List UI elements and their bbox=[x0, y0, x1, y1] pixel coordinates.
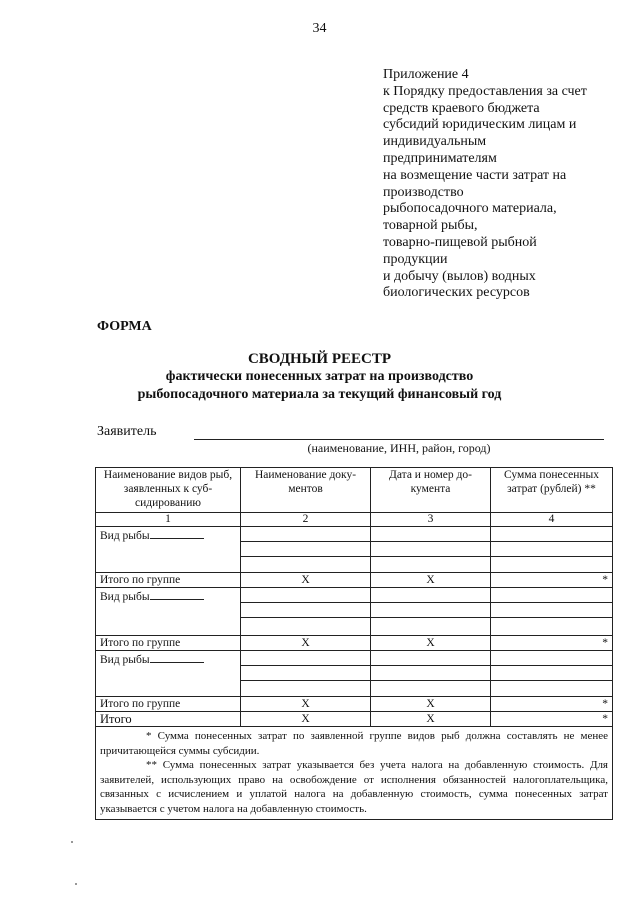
appendix-line: индивидуальным bbox=[383, 134, 487, 150]
appendix-line: товарной рыбы, bbox=[383, 218, 478, 234]
column-number: 1 bbox=[96, 513, 241, 527]
registry-table bbox=[95, 467, 613, 820]
table-cell[interactable] bbox=[241, 603, 371, 618]
fish-kind-cell[interactable] bbox=[96, 651, 241, 697]
appendix-line: средств краевого бюджета bbox=[383, 100, 540, 116]
table-cell[interactable] bbox=[371, 603, 491, 618]
table-cell[interactable] bbox=[241, 666, 371, 681]
group-total-row bbox=[96, 697, 613, 712]
fish-kind-label: Вид рыбы bbox=[100, 591, 150, 603]
applicant-label: Заявитель bbox=[97, 424, 157, 439]
applicant-hint: (наименование, ИНН, район, город) bbox=[307, 441, 491, 455]
x-mark: X bbox=[371, 636, 491, 651]
appendix-line: продукции bbox=[383, 251, 448, 267]
table-cell[interactable] bbox=[371, 527, 491, 542]
fish-kind-blank bbox=[150, 651, 204, 663]
appendix-line: на возмещение части затрат на bbox=[383, 167, 567, 183]
group-total-label: Итого по группе bbox=[96, 697, 241, 712]
footnote-1: * Сумма понесенных затрат по заявленной группе видов рыб должна составлять не менее причитающейся суммы субсидии. bbox=[100, 730, 608, 757]
grand-total-label: Итого bbox=[96, 712, 241, 727]
table-cell[interactable] bbox=[241, 557, 371, 573]
notes-row bbox=[96, 727, 613, 820]
table-cell[interactable] bbox=[491, 651, 613, 666]
appendix-line: биологических ресурсов bbox=[383, 285, 530, 301]
x-mark: X bbox=[241, 697, 371, 712]
document-title: СВОДНЫЙ РЕЕСТР bbox=[247, 351, 392, 367]
form-label: ФОРМА bbox=[97, 319, 152, 334]
table-cell[interactable] bbox=[491, 618, 613, 636]
group-total-row bbox=[96, 573, 613, 588]
x-mark: X bbox=[241, 712, 371, 727]
x-mark: X bbox=[371, 697, 491, 712]
table-cell[interactable] bbox=[241, 588, 371, 603]
table-cell[interactable] bbox=[241, 681, 371, 697]
group-total-label: Итого по группе bbox=[96, 636, 241, 651]
table-row bbox=[96, 588, 613, 603]
table-cell[interactable] bbox=[371, 666, 491, 681]
header-documents: Наименование доку-ментов bbox=[241, 468, 371, 513]
appendix-line: рыбопосадочного материала, bbox=[383, 201, 557, 217]
fish-kind-label: Вид рыбы bbox=[100, 654, 150, 666]
star-mark: * bbox=[491, 636, 613, 651]
document-subtitle-line-1: фактически понесенных затрат на производство bbox=[165, 369, 474, 384]
group-total-row bbox=[96, 636, 613, 651]
header-costs-sum: Сумма понесенных затрат (рублей) ** bbox=[491, 468, 613, 513]
fish-kind-blank bbox=[150, 588, 204, 600]
table-cell[interactable] bbox=[371, 618, 491, 636]
appendix-line: производство bbox=[383, 184, 464, 200]
page-number: 34 bbox=[312, 21, 327, 36]
fish-kind-cell[interactable] bbox=[96, 588, 241, 636]
table-header-row bbox=[96, 468, 613, 513]
table-cell[interactable] bbox=[241, 542, 371, 557]
fish-kind-cell[interactable] bbox=[96, 527, 241, 573]
fish-kind-blank bbox=[150, 527, 204, 539]
fish-kind-label: Вид рыбы bbox=[100, 530, 150, 542]
table-row bbox=[96, 527, 613, 542]
table-cell[interactable] bbox=[491, 603, 613, 618]
appendix-line: предпринимателям bbox=[383, 150, 497, 166]
table-cell[interactable] bbox=[491, 557, 613, 573]
table-cell[interactable] bbox=[241, 527, 371, 542]
appendix-block bbox=[383, 67, 633, 302]
x-mark: X bbox=[241, 573, 371, 588]
group-total-label: Итого по группе bbox=[96, 573, 241, 588]
notes-cell bbox=[96, 727, 613, 820]
table-cell[interactable] bbox=[491, 542, 613, 557]
table-cell[interactable] bbox=[371, 557, 491, 573]
document-subtitle-line-2: рыбопосадочного материала за текущий финансовый год bbox=[137, 387, 502, 402]
table-cell[interactable] bbox=[491, 681, 613, 697]
table-cell[interactable] bbox=[371, 651, 491, 666]
appendix-line: и добычу (вылов) водных bbox=[383, 268, 536, 284]
column-number: 3 bbox=[371, 513, 491, 527]
scan-speck bbox=[71, 841, 73, 843]
grand-total-row bbox=[96, 712, 613, 727]
scan-speck bbox=[75, 883, 77, 885]
x-mark: X bbox=[371, 573, 491, 588]
appendix-line: Приложение 4 bbox=[383, 67, 469, 82]
x-mark: X bbox=[241, 636, 371, 651]
column-number: 4 bbox=[491, 513, 613, 527]
star-mark: * bbox=[491, 697, 613, 712]
appendix-line: к Порядку предоставления за счет bbox=[383, 83, 587, 99]
footnote-2: ** Сумма понесенных затрат указывается без учета налога на добавленную стоимость. Для заявителей, использующих право на освобождение от исполнения обязанностей налогоплательщика, связанных с исчислением и уплатой налога на добавленную стоимость, сумма понесенных затрат указывается с учетом налога на добавленную стоимость. bbox=[100, 759, 608, 815]
table-cell[interactable] bbox=[241, 618, 371, 636]
header-fish-kinds: Наименование видов рыб, заявленных к суб-сидированию bbox=[96, 468, 241, 513]
table-cell[interactable] bbox=[491, 588, 613, 603]
table-cell[interactable] bbox=[371, 542, 491, 557]
column-number: 2 bbox=[241, 513, 371, 527]
table-cell[interactable] bbox=[371, 588, 491, 603]
column-numbers-row bbox=[96, 513, 613, 527]
table-row bbox=[96, 651, 613, 666]
applicant-input-line[interactable] bbox=[194, 439, 604, 440]
star-mark: * bbox=[491, 712, 613, 727]
star-mark: * bbox=[491, 573, 613, 588]
appendix-line: товарно-пищевой рыбной bbox=[383, 234, 537, 250]
table-cell[interactable] bbox=[241, 651, 371, 666]
table-cell[interactable] bbox=[491, 666, 613, 681]
table-cell[interactable] bbox=[371, 681, 491, 697]
x-mark: X bbox=[371, 712, 491, 727]
table-cell[interactable] bbox=[491, 527, 613, 542]
appendix-line: субсидий юридическим лицам и bbox=[383, 117, 577, 133]
header-document-date-number: Дата и номер до-кумента bbox=[371, 468, 491, 513]
